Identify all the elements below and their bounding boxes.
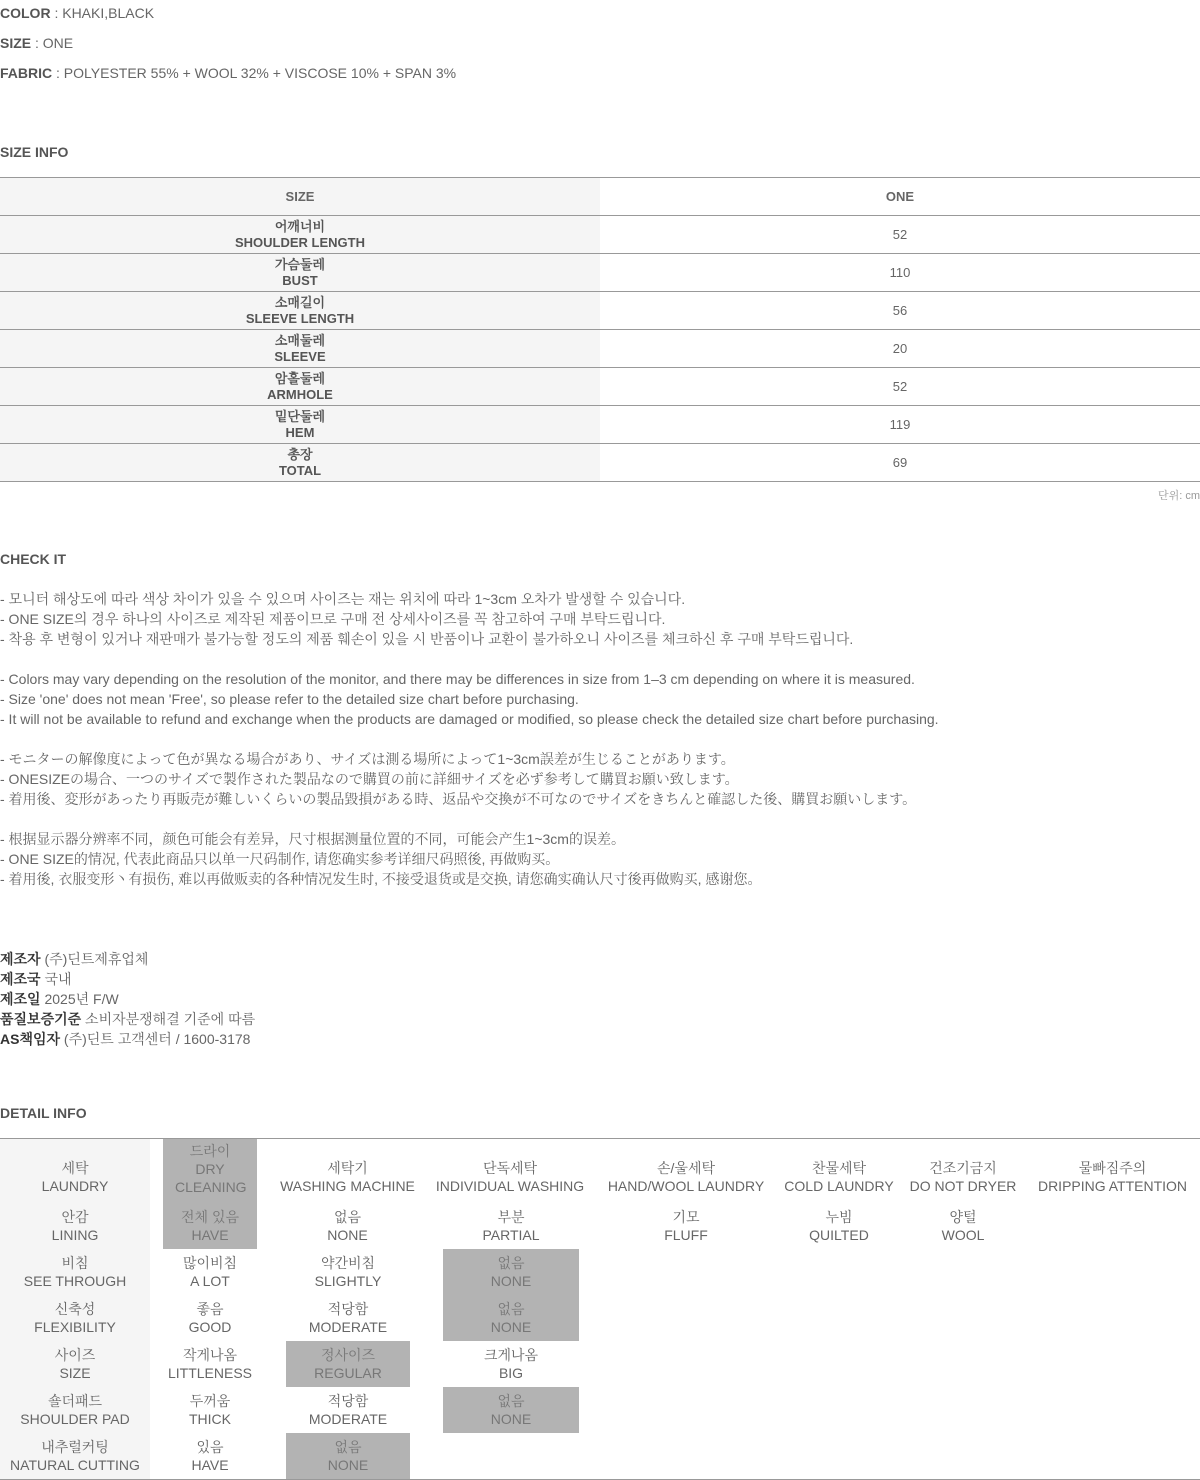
option-en: MODERATE — [308, 1319, 388, 1335]
option-en: COLD LAUNDRY — [784, 1178, 894, 1194]
option-ko: 적당함 — [327, 1301, 369, 1317]
option-ko: 없음 — [497, 1393, 525, 1409]
maker-value: (주)딘트제휴업체 — [40, 951, 149, 967]
size-row-value: 56 — [600, 292, 1200, 330]
option-en: BIG — [498, 1365, 524, 1381]
maker-label: 제조일 — [0, 991, 41, 1007]
detail-option-selected — [286, 1433, 410, 1479]
option-en: NONE — [490, 1319, 532, 1335]
maker-label: 제조국 — [0, 971, 41, 987]
detail-option — [1030, 1139, 1195, 1215]
detail-option — [286, 1249, 410, 1295]
check-line-zh-1: - 根据显示器分辨率不同，颜色可能会有差异，尺寸根据测量位置的不同，可能会产生1~3cm的误差。 — [0, 831, 625, 847]
detail-option — [163, 1249, 257, 1295]
label-ko: 신축성 — [54, 1301, 96, 1317]
size-row-en: SHOULDER LENGTH — [235, 234, 365, 250]
option-en: HAVE — [191, 1457, 229, 1473]
option-ko: 기모 — [672, 1209, 700, 1225]
color-info — [0, 3, 154, 23]
size-info-title: SIZE INFO — [0, 144, 69, 160]
label-en: LAUNDRY — [41, 1178, 109, 1194]
detail-label-natural-cutting — [0, 1433, 150, 1479]
size-table — [0, 177, 1200, 482]
color-label: COLOR — [0, 5, 51, 21]
option-en: HAND/WOOL LAUNDRY — [607, 1178, 765, 1194]
label-en: FLEXIBILITY — [34, 1319, 116, 1335]
size-row-en: SLEEVE LENGTH — [245, 310, 355, 326]
option-ko: 드라이 — [189, 1143, 231, 1159]
option-en: NONE — [327, 1457, 369, 1473]
size-row-value: 110 — [600, 254, 1200, 292]
option-en: DRIPPING ATTENTION — [1037, 1178, 1188, 1194]
size-row-label — [0, 406, 600, 444]
detail-option-selected — [443, 1249, 579, 1295]
size-label: SIZE — [0, 35, 32, 51]
size-row-ko: 소매둘레 — [274, 332, 326, 348]
option-en: QUILTED — [809, 1227, 869, 1243]
option-ko: 부분 — [497, 1209, 525, 1225]
option-ko: 양털 — [949, 1209, 977, 1225]
check-line-en-1: - Colors may vary depending on the resolution of the monitor, and there may be differences in size from 1–3 cm depending on where it is measured. — [0, 671, 915, 687]
label-en: SEE THROUGH — [23, 1273, 127, 1289]
option-en: NONE — [490, 1273, 532, 1289]
option-en: THICK — [189, 1411, 231, 1427]
detail-option — [163, 1387, 257, 1433]
detail-option — [270, 1203, 425, 1249]
size-row-en: TOTAL — [278, 462, 322, 478]
size-row-en: ARMHOLE — [267, 386, 333, 402]
label-en: NATURAL CUTTING — [10, 1457, 140, 1473]
label-ko: 내추럴커팅 — [41, 1439, 109, 1455]
option-ko: 건조기금지 — [929, 1160, 997, 1176]
size-row-ko: 밑단둘레 — [274, 408, 326, 424]
maker-value: (주)딘트 고객센터 / 1600-3178 — [60, 1031, 251, 1047]
size-row-en: SLEEVE — [274, 348, 326, 364]
detail-option — [286, 1387, 410, 1433]
label-ko: 안감 — [61, 1209, 89, 1225]
option-en: FLUFF — [664, 1227, 708, 1243]
size-row-en: HEM — [285, 424, 315, 440]
option-ko: 없음 — [497, 1255, 525, 1271]
option-en: WOOL — [941, 1227, 985, 1243]
label-ko: 비침 — [61, 1255, 89, 1271]
size-row-ko: 총장 — [287, 446, 313, 462]
option-en: GOOD — [188, 1319, 232, 1335]
maker-row — [0, 1009, 255, 1029]
option-ko: 누빔 — [825, 1209, 853, 1225]
option-ko: 전체 있음 — [181, 1209, 239, 1225]
option-ko: 손/울세탁 — [657, 1160, 715, 1176]
fabric-value: : POLYESTER 55% + WOOL 32% + VISCOSE 10% + SPAN 3% — [52, 65, 457, 81]
table-row — [0, 330, 1200, 368]
table-row — [0, 292, 1200, 330]
size-row-value: 52 — [600, 216, 1200, 254]
size-row-label — [0, 330, 600, 368]
check-line-ja-1: - モニターの解像度によって色が異なる場合があり、サイズは測る場所によって1~3cm誤差が生じることがあります。 — [0, 751, 735, 767]
size-table-header — [0, 178, 1200, 216]
option-ko: 두꺼움 — [189, 1393, 231, 1409]
table-row — [0, 406, 1200, 444]
fabric-info — [0, 63, 456, 83]
maker-label: 품질보증기준 — [0, 1011, 82, 1027]
maker-row — [0, 969, 72, 989]
option-ko: 없음 — [334, 1439, 362, 1455]
check-line-ko-1: - 모니터 해상도에 따라 색상 차이가 있을 수 있으며 사이즈는 재는 위치에 따라 1~3cm 오차가 발생할 수 있습니다. — [0, 591, 686, 607]
maker-row — [0, 1029, 250, 1049]
detail-option — [775, 1203, 903, 1249]
size-row-ko: 소매길이 — [274, 294, 326, 310]
detail-option-selected — [443, 1295, 579, 1341]
size-row-value: 52 — [600, 368, 1200, 406]
table-row — [0, 216, 1200, 254]
unit-note: 단위: cm — [1157, 490, 1200, 502]
size-row-en: BUST — [282, 272, 318, 288]
option-en: WASHING MACHINE — [280, 1178, 415, 1194]
option-en: PARTIAL — [482, 1227, 540, 1243]
label-en: SIZE — [59, 1365, 91, 1381]
option-ko: 없음 — [497, 1301, 525, 1317]
option-ko: 있음 — [196, 1439, 224, 1455]
label-ko: 숄더패드 — [47, 1393, 103, 1409]
maker-label: 제조자 — [0, 951, 41, 967]
option-ko: 좋음 — [196, 1301, 224, 1317]
option-ko: 찬물세탁 — [811, 1160, 867, 1176]
check-it-title: CHECK IT — [0, 551, 67, 567]
maker-row — [0, 989, 119, 1009]
size-value: : ONE — [31, 35, 74, 51]
size-row-label — [0, 292, 600, 330]
detail-option — [600, 1203, 772, 1249]
option-ko: 세탁기 — [327, 1160, 368, 1176]
option-en: A LOT — [190, 1273, 230, 1289]
detail-option-selected — [443, 1387, 579, 1433]
detail-option — [903, 1203, 1023, 1249]
maker-value: 2025년 F/W — [40, 991, 119, 1007]
size-row-ko: 가슴둘레 — [274, 256, 326, 272]
option-ko: 많이비침 — [182, 1255, 238, 1271]
size-header-label: SIZE — [0, 178, 600, 216]
detail-label-size — [0, 1341, 150, 1387]
size-row-label — [0, 444, 600, 482]
size-info-line — [0, 33, 73, 53]
option-en: DO NOT DRYER — [909, 1178, 1017, 1194]
option-en: DRY CLEANING — [175, 1161, 247, 1195]
detail-option — [163, 1433, 257, 1479]
table-row — [0, 444, 1200, 482]
detail-label-shoulder-pad — [0, 1387, 150, 1433]
size-header-value: ONE — [600, 178, 1200, 216]
option-en: NONE — [327, 1227, 368, 1243]
check-line-en-3: - It will not be available to refund and exchange when the products are damaged or modified, so please check the detailed size chart before purchasing. — [0, 711, 939, 727]
option-en: SLIGHTLY — [314, 1273, 382, 1289]
size-row-value: 69 — [600, 444, 1200, 482]
detail-label-flexibility — [0, 1295, 150, 1341]
check-line-zh-2: - ONE SIZE的情况, 代表此商品只以单一尺码制作, 请您确实参考详细尺码照後, 再做购买。 — [0, 851, 560, 867]
size-row-label — [0, 254, 600, 292]
option-ko: 크게나옴 — [483, 1347, 539, 1363]
option-en: REGULAR — [314, 1365, 382, 1381]
maker-label: AS책임자 — [0, 1031, 61, 1047]
option-ko: 물빠짐주의 — [1078, 1160, 1147, 1176]
detail-option-selected — [286, 1341, 410, 1387]
check-line-en-2: - Size 'one' does not mean 'Free', so please refer to the detailed size chart before purchasing. — [0, 691, 579, 707]
size-row-label — [0, 216, 600, 254]
detail-label-lining — [0, 1203, 150, 1249]
detail-label-see-through — [0, 1249, 150, 1295]
check-line-ko-3: - 착용 후 변형이 있거나 재판매가 불가능할 정도의 제품 훼손이 있을 시 반품이나 교환이 불가하오니 사이즈를 체크하신 후 구매 부탁드립니다. — [0, 631, 854, 647]
label-en: SHOULDER PAD — [20, 1411, 130, 1427]
label-en: LINING — [51, 1227, 99, 1243]
option-en: LITTLENESS — [167, 1365, 253, 1381]
option-ko: 없음 — [333, 1209, 362, 1225]
size-row-ko: 어깨너비 — [274, 218, 326, 234]
maker-value: 소비자분쟁해결 기준에 따름 — [81, 1011, 256, 1027]
detail-option — [443, 1341, 579, 1387]
check-line-ko-2: - ONE SIZE의 경우 하나의 사이즈로 제작된 제품이므로 구매 전 상세사이즈를 꼭 참고하여 구매 부탁드립니다. — [0, 611, 666, 627]
option-en: HAVE — [191, 1227, 229, 1243]
option-en: NONE — [490, 1411, 532, 1427]
detail-option-selected — [163, 1203, 257, 1249]
option-ko: 단독세탁 — [482, 1160, 538, 1176]
size-row-value: 20 — [600, 330, 1200, 368]
size-row-value: 119 — [600, 406, 1200, 444]
detail-option — [286, 1295, 410, 1341]
color-value: : KHAKI,BLACK — [50, 5, 155, 21]
option-ko: 약간비침 — [320, 1255, 376, 1271]
detail-option — [163, 1341, 257, 1387]
size-row-ko: 암홀둘레 — [274, 370, 326, 386]
option-en: MODERATE — [308, 1411, 388, 1427]
check-line-zh-3: - 着用後, 衣服变形丶有损伤, 难以再做贩卖的各种情况发生时, 不接受退货或是交换, 请您确实确认尺寸後再做购买, 感谢您。 — [0, 871, 762, 887]
maker-value: 국내 — [40, 971, 72, 987]
check-line-ja-3: - 着用後、変形があったり再販売が難しいくらいの製品毀損がある時、返品や交換が不可なのでサイズをきちんと確認した後、購買お願いします。 — [0, 791, 917, 807]
detail-info-title: DETAIL INFO — [0, 1105, 87, 1121]
check-line-ja-2: - ONESIZEの場合、一つのサイズで製作された製品なので購買の前に詳細サイズを必ず参考して購買お願い致します。 — [0, 771, 739, 787]
option-ko: 정사이즈 — [320, 1347, 376, 1363]
label-ko: 세탁 — [61, 1160, 89, 1176]
size-row-label — [0, 368, 600, 406]
label-ko: 사이즈 — [54, 1347, 96, 1363]
table-row — [0, 254, 1200, 292]
fabric-label: FABRIC — [0, 65, 53, 81]
option-ko: 작게나옴 — [182, 1347, 238, 1363]
table-row — [0, 368, 1200, 406]
detail-option — [163, 1295, 257, 1341]
maker-row — [0, 949, 148, 969]
detail-option — [443, 1203, 579, 1249]
option-ko: 적당함 — [327, 1393, 369, 1409]
option-en: INDIVIDUAL WASHING — [435, 1178, 585, 1194]
